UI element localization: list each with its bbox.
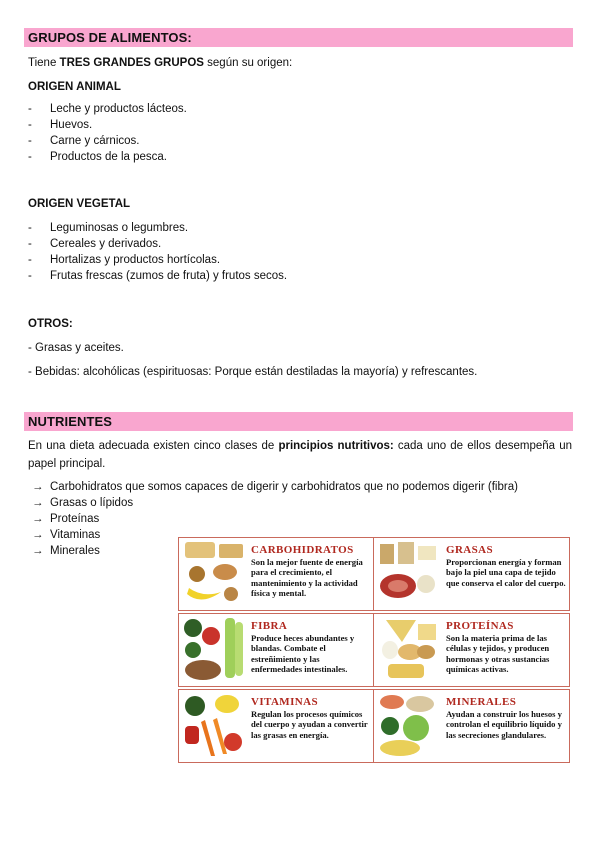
panel-vitaminas bbox=[178, 689, 375, 763]
nutrientes-paragraph bbox=[28, 437, 572, 473]
heading-otros: OTROS: bbox=[28, 318, 73, 330]
para-bold: principios nutritivos: bbox=[278, 440, 394, 452]
nutrients-infographic bbox=[172, 531, 570, 764]
list-item: - Grasas y aceites. bbox=[28, 342, 124, 354]
list-item-text: Frutas frescas (zumos de fruta) y frutos secos. bbox=[50, 270, 288, 282]
para-post: cada uno de ellos desempeña un papel principal. bbox=[28, 440, 572, 470]
list-item-text: Grasas o lípidos bbox=[50, 497, 134, 509]
panel-text: Proporcionan energía y forman bajo la piel una capa de tejido que conserva el calor del cuerpo. bbox=[446, 557, 566, 588]
panel-text: Produce heces abundantes y blandas. Combate el estreñimiento y las enfermedades intestinales. bbox=[251, 633, 355, 675]
list-item bbox=[32, 481, 518, 493]
list-item: - Bebidas: alcohólicas (espirituosas: Porque están destiladas la mayoría) y refrescantes. bbox=[28, 366, 478, 378]
panel-title: PROTEÍNAS bbox=[446, 620, 514, 632]
panel-grasas bbox=[373, 537, 570, 611]
intro-text bbox=[28, 57, 292, 69]
panel-fibra bbox=[178, 613, 375, 687]
panel-title: GRASAS bbox=[446, 544, 494, 556]
list-item-text: Proteínas bbox=[50, 513, 100, 525]
vitamins-food-image bbox=[181, 692, 247, 758]
list-item-text: Productos de la pesca. bbox=[50, 151, 167, 163]
panel-text: Son la materia prima de las células y tejidos, y producen hormonas y otras sustancias químicas activas. bbox=[446, 633, 550, 675]
section-title: NUTRIENTES bbox=[28, 414, 113, 429]
intro-bold: TRES GRANDES GRUPOS bbox=[59, 57, 204, 69]
minerals-food-image bbox=[376, 692, 442, 758]
arrow-icon: → bbox=[32, 529, 44, 541]
list-item bbox=[32, 545, 100, 557]
section-header-grupos bbox=[24, 28, 573, 47]
list-item-text: Huevos. bbox=[50, 119, 93, 131]
heading-origen-vegetal: ORIGEN VEGETAL bbox=[28, 198, 131, 210]
panel-text: Regulan los procesos químicos del cuerpo y ayudan a convertir las grasas en energía. bbox=[251, 709, 368, 740]
intro-post: según su origen: bbox=[203, 57, 293, 69]
arrow-icon: → bbox=[32, 545, 44, 557]
panel-text: Ayudan a construir los huesos y controlan el equilibrio líquido y las secreciones glandulares. bbox=[446, 709, 562, 740]
list-item-text: Leche y productos lácteos. bbox=[50, 103, 187, 115]
list-item-text: Hortalizas y productos hortícolas. bbox=[50, 254, 221, 266]
list-item bbox=[32, 513, 99, 525]
list-item-text: Cereales y derivados. bbox=[50, 238, 162, 250]
heading-origen-animal: ORIGEN ANIMAL bbox=[28, 81, 121, 93]
panel-title: MINERALES bbox=[446, 696, 517, 708]
panel-text: Son la mejor fuente de energía para el crecimiento, el mantenimiento y la actividad física y mental. bbox=[251, 557, 363, 599]
para-pre: En una dieta adecuada existen cinco clases de bbox=[28, 440, 279, 452]
panel-title: FIBRA bbox=[251, 620, 288, 632]
panel-carbohidratos bbox=[178, 537, 375, 611]
arrow-icon: → bbox=[32, 513, 44, 525]
fats-food-image bbox=[376, 540, 442, 606]
list-item bbox=[32, 529, 100, 541]
arrow-icon: → bbox=[32, 497, 44, 509]
list-item-text: Carbohidratos que somos capaces de digerir y carbohidratos que no podemos digerir (fibra) bbox=[50, 481, 518, 493]
list-item-text: Leguminosas o legumbres. bbox=[50, 222, 189, 234]
list-item-text: Carne y cárnicos. bbox=[50, 135, 140, 147]
arrow-icon: → bbox=[32, 481, 44, 493]
panel-proteinas bbox=[373, 613, 570, 687]
list-item-text: Vitaminas bbox=[50, 529, 101, 541]
panel-title: VITAMINAS bbox=[251, 696, 318, 708]
list-item-text: Minerales bbox=[50, 545, 100, 557]
proteins-food-image bbox=[376, 616, 442, 682]
intro-pre: Tiene bbox=[28, 57, 60, 69]
carbohydrates-food-image bbox=[181, 540, 247, 606]
list-item bbox=[32, 497, 133, 509]
section-title: GRUPOS DE ALIMENTOS: bbox=[28, 30, 192, 45]
section-header-nutrientes bbox=[24, 412, 573, 431]
fiber-food-image bbox=[181, 616, 247, 682]
panel-title: CARBOHIDRATOS bbox=[251, 544, 354, 556]
panel-minerales bbox=[373, 689, 570, 763]
